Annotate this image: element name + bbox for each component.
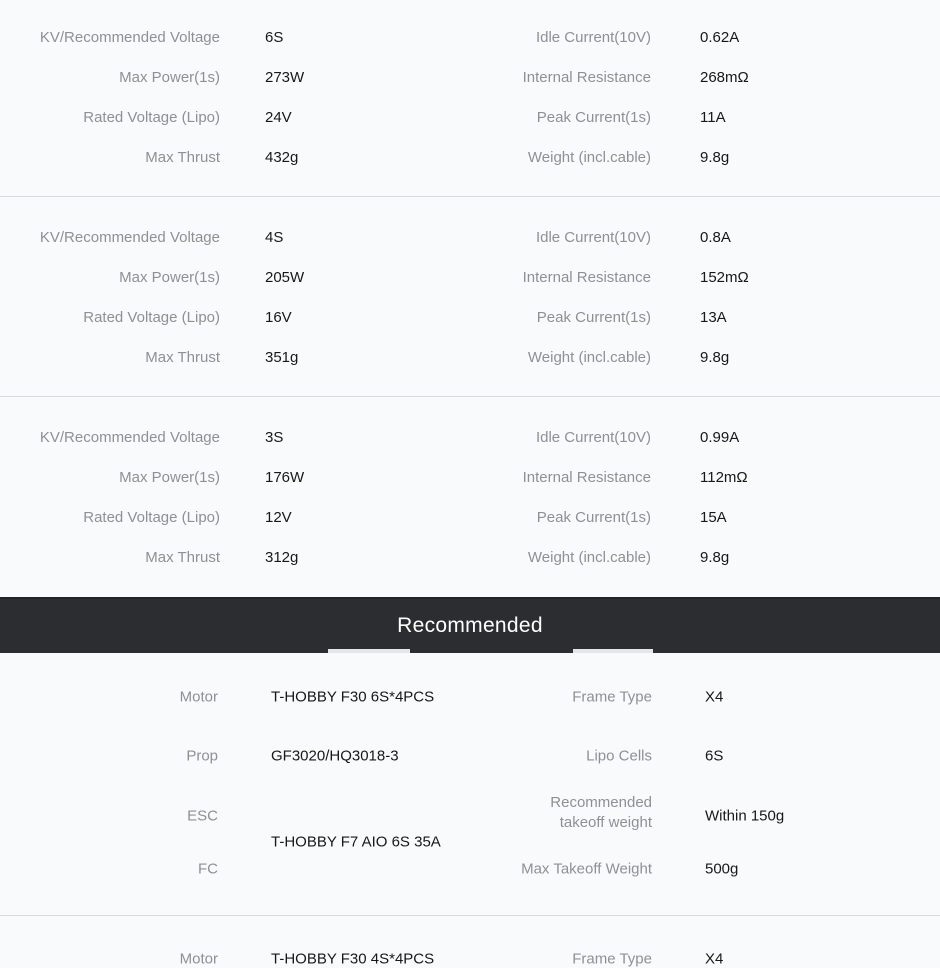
- rec-frame-type-value: X4: [705, 950, 724, 968]
- spec-row: [0, 417, 940, 457]
- recommended-kit-4s: [0, 916, 940, 966]
- spec-value: 268mΩ: [700, 68, 749, 86]
- spec-value: 205W: [265, 268, 305, 286]
- spec-label: Max Power(1s): [119, 68, 220, 86]
- spec-row: [0, 257, 940, 297]
- spec-value: 16V: [265, 308, 292, 326]
- spec-label: Max Power(1s): [119, 468, 220, 486]
- spec-label: Weight (incl.cable): [527, 348, 651, 366]
- rec-max-takeoff-label: Max Takeoff Weight: [521, 860, 652, 878]
- spec-label: Max Thrust: [145, 148, 220, 166]
- spec-row: [0, 57, 940, 97]
- spec-row: [0, 17, 940, 57]
- spec-value: 3S: [265, 428, 284, 446]
- spec-label: Max Power(1s): [119, 268, 220, 286]
- spec-label: KV/Recommended Voltage: [39, 28, 220, 46]
- spec-value: 0.99A: [700, 428, 740, 446]
- spec-row: [0, 337, 940, 377]
- spec-row: [0, 537, 940, 577]
- rec-esc-label: ESC: [187, 807, 218, 825]
- rec-frame-type-label: Frame Type: [572, 950, 652, 968]
- spec-label: Internal Resistance: [522, 468, 651, 486]
- spec-value: 351g: [265, 348, 299, 366]
- spec-label: Rated Voltage (Lipo): [83, 108, 220, 126]
- spec-label: Max Thrust: [145, 348, 220, 366]
- rec-fc-label: FC: [198, 860, 218, 878]
- spec-row: [0, 297, 940, 337]
- spec-value: 4S: [265, 228, 284, 246]
- spec-label: Weight (incl.cable): [527, 148, 651, 166]
- spec-label: Internal Resistance: [522, 68, 651, 86]
- rec-prop-label: Prop: [186, 747, 218, 765]
- spec-value: 0.62A: [700, 28, 740, 46]
- spec-value: 6S: [265, 28, 284, 46]
- spec-value: 24V: [265, 108, 292, 126]
- rec-lipo-cells-value: 6S: [705, 747, 724, 765]
- spec-block-6s: [0, 0, 940, 197]
- spec-row: [0, 97, 940, 137]
- spec-label: Idle Current(10V): [535, 428, 651, 446]
- recommended-banner-title: Recommended: [397, 614, 543, 637]
- rec-max-takeoff-value: 500g: [705, 860, 739, 878]
- rec-takeoff-weight-label: Recommended takeoff weight: [550, 794, 652, 831]
- rec-esc-fc-value: T-HOBBY F7 AIO 6S 35A: [271, 833, 441, 851]
- spec-row: [0, 137, 940, 177]
- spec-value: 176W: [265, 468, 305, 486]
- rec-frame-type-label: Frame Type: [572, 688, 652, 706]
- spec-label: Peak Current(1s): [536, 508, 651, 526]
- recommended-kit-6s: [0, 653, 940, 916]
- spec-label: Rated Voltage (Lipo): [83, 508, 220, 526]
- spec-label: Idle Current(10V): [535, 228, 651, 246]
- spec-label: KV/Recommended Voltage: [39, 228, 220, 246]
- spec-value: 15A: [700, 508, 727, 526]
- spec-label: KV/Recommended Voltage: [39, 428, 220, 446]
- spec-value: 9.8g: [700, 148, 730, 166]
- rec-motor-value: T-HOBBY F30 6S*4PCS: [271, 688, 435, 706]
- spec-value: 9.8g: [700, 348, 730, 366]
- spec-label: Weight (incl.cable): [527, 548, 651, 566]
- spec-label: Max Thrust: [145, 548, 220, 566]
- spec-row: [0, 457, 940, 497]
- spec-value: 432g: [265, 148, 299, 166]
- spec-block-3s: [0, 397, 940, 597]
- spec-label: Peak Current(1s): [536, 108, 651, 126]
- spec-row: [0, 217, 940, 257]
- spec-value: 12V: [265, 508, 292, 526]
- spec-label: Rated Voltage (Lipo): [83, 308, 220, 326]
- rec-motor-label: Motor: [179, 688, 218, 706]
- spec-label: Peak Current(1s): [536, 308, 651, 326]
- spec-value: 152mΩ: [700, 268, 749, 286]
- recommended-banner: [0, 597, 940, 653]
- spec-value: 112mΩ: [700, 468, 748, 486]
- spec-value: 9.8g: [700, 548, 730, 566]
- spec-value: 13A: [700, 308, 727, 326]
- rec-lipo-cells-label: Lipo Cells: [586, 747, 652, 765]
- spec-value: 11A: [700, 108, 726, 126]
- rec-takeoff-weight-value: Within 150g: [705, 807, 785, 825]
- spec-block-4s: [0, 197, 940, 397]
- rec-frame-type-value: X4: [705, 688, 724, 706]
- spec-row: [0, 497, 940, 537]
- spec-label: Internal Resistance: [522, 268, 651, 286]
- spec-value: 312g: [265, 548, 299, 566]
- rec-motor-value: T-HOBBY F30 4S*4PCS: [271, 950, 435, 968]
- rec-prop-value: GF3020/HQ3018-3: [271, 747, 399, 765]
- spec-value: 273W: [265, 68, 305, 86]
- spec-value: 0.8A: [700, 228, 731, 246]
- spec-label: Idle Current(10V): [535, 28, 651, 46]
- rec-motor-label: Motor: [179, 950, 218, 968]
